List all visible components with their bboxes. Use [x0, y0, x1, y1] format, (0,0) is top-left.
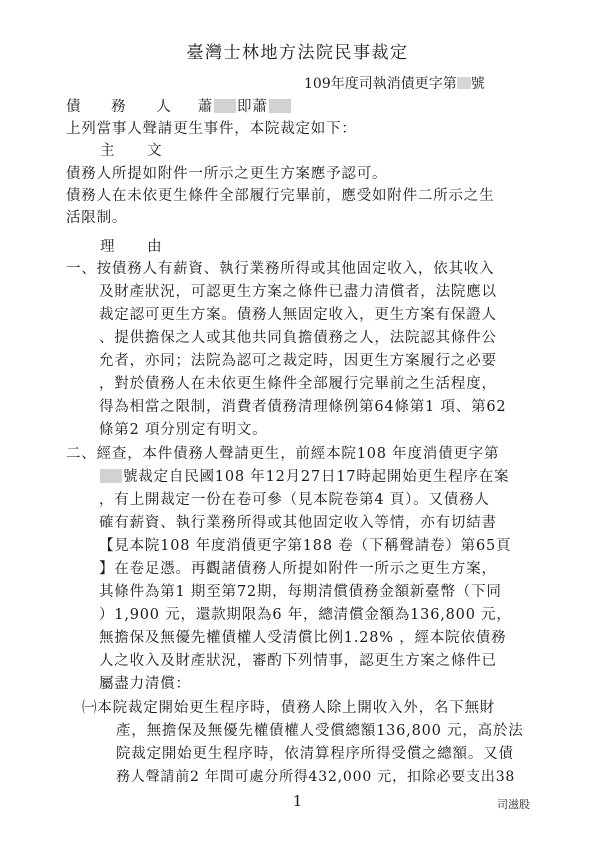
reason-line-redacted: 號裁定自民國108 年12月27日17時起開始更生程序在案	[99, 466, 509, 488]
case-number-suffix: 號	[470, 76, 485, 92]
main-text-line: 債務人所提如附件一所示之更生方案應予認可。	[66, 166, 388, 182]
reason-line: 裁定認可更生方案。債務人無固定收入，更生方案有保證人	[99, 307, 497, 323]
debtor-line	[66, 96, 292, 118]
reason-line: 【見本院108 年度消債更字第188 卷（下稱聲請卷）第65頁	[99, 538, 512, 554]
reason-line: 無擔保及無優先權債權人受清償比例1.28% ，經本院依債務	[99, 630, 507, 646]
intro-line: 上列當事人聲請更生事件，本院裁定如下：	[66, 121, 357, 137]
redaction-mark	[100, 469, 122, 483]
debtor-label: 債 務 人	[66, 99, 184, 115]
reason-line: 、提供擔保之人或其他共同負擔債務之人，法院認其條件公	[99, 330, 497, 346]
reason-line: ）1,900 元，還款期限為6 年，總清償金額為136,800 元，	[99, 607, 512, 623]
debtor-name-part: 即蕭	[237, 99, 268, 115]
case-number	[304, 73, 485, 93]
reason-line: 人之收入及財產狀況，審酌下列情事，認更生方案之條件已	[99, 653, 497, 669]
reason-line: 屬盡力清償：	[99, 676, 191, 692]
main-heading: 主 文	[100, 143, 176, 159]
reason-line: 一、按債務人有薪資、執行業務所得或其他固定收入，依其收入	[66, 261, 495, 277]
redaction-mark	[457, 77, 471, 89]
reason-line: 其條件為第1 期至第72期，每期清償債務金額新臺幣（下同	[99, 584, 502, 600]
main-text-line: 債務人在未依更生條件全部履行完畢前，應受如附件二所示之生	[66, 188, 495, 204]
case-number-prefix: 109年度司執消債更字第	[304, 76, 457, 92]
reason-line: 允者，亦同；法院為認可之裁定時，因更生方案履行之必要	[99, 353, 497, 369]
reason-line: 條第2 項分別定有明文。	[99, 422, 268, 438]
reason-line: ，對於債務人在未依更生條件全部履行完畢前之生活程度，	[99, 376, 497, 392]
reason-line: 院裁定開始更生程序時，依清算程序所得受償之總額。又債	[116, 746, 514, 762]
reason-line: 務人聲請前2 年間可處分所得432,000 元，扣除必要支出38	[116, 769, 516, 785]
reason-line: ，有上開裁定一份在卷可參（見本院卷第4 頁）。又債務人	[99, 492, 490, 508]
reason-line: 產，無擔保及無優先權債權人受償總額136,800 元，高於法	[116, 723, 524, 739]
redaction-mark	[214, 99, 236, 113]
main-text-line: 活限制。	[66, 210, 128, 226]
document-title: 臺灣士林地方法院民事裁定	[186, 43, 409, 63]
reason-line: 得為相當之限制，消費者債務清理條例第64條第1 項、第62	[99, 399, 507, 415]
reason-line: 確有薪資、執行業務所得或其他固定收入等情，亦有切結書	[99, 515, 497, 531]
redaction-mark	[269, 99, 291, 113]
debtor-name-part: 蕭	[197, 99, 214, 115]
reason-line: 】在卷足憑。再觀諸債務人所提如附件一所示之更生方案，	[99, 561, 497, 577]
reason-heading: 理 由	[100, 239, 176, 255]
page-number: 1	[292, 792, 303, 810]
reason-line: ㈠本院裁定開始更生程序時，債務人除上開收入外，名下無財	[82, 700, 496, 716]
reason-line: 及財產狀況，可認更生方案之條件已盡力清償者，法院應以	[99, 284, 497, 300]
reason-line: 二、經查，本件債務人聲請更生，前經本院108 年度消債更字第	[66, 446, 500, 462]
footer-clerk-label: 司滋股	[497, 798, 530, 811]
